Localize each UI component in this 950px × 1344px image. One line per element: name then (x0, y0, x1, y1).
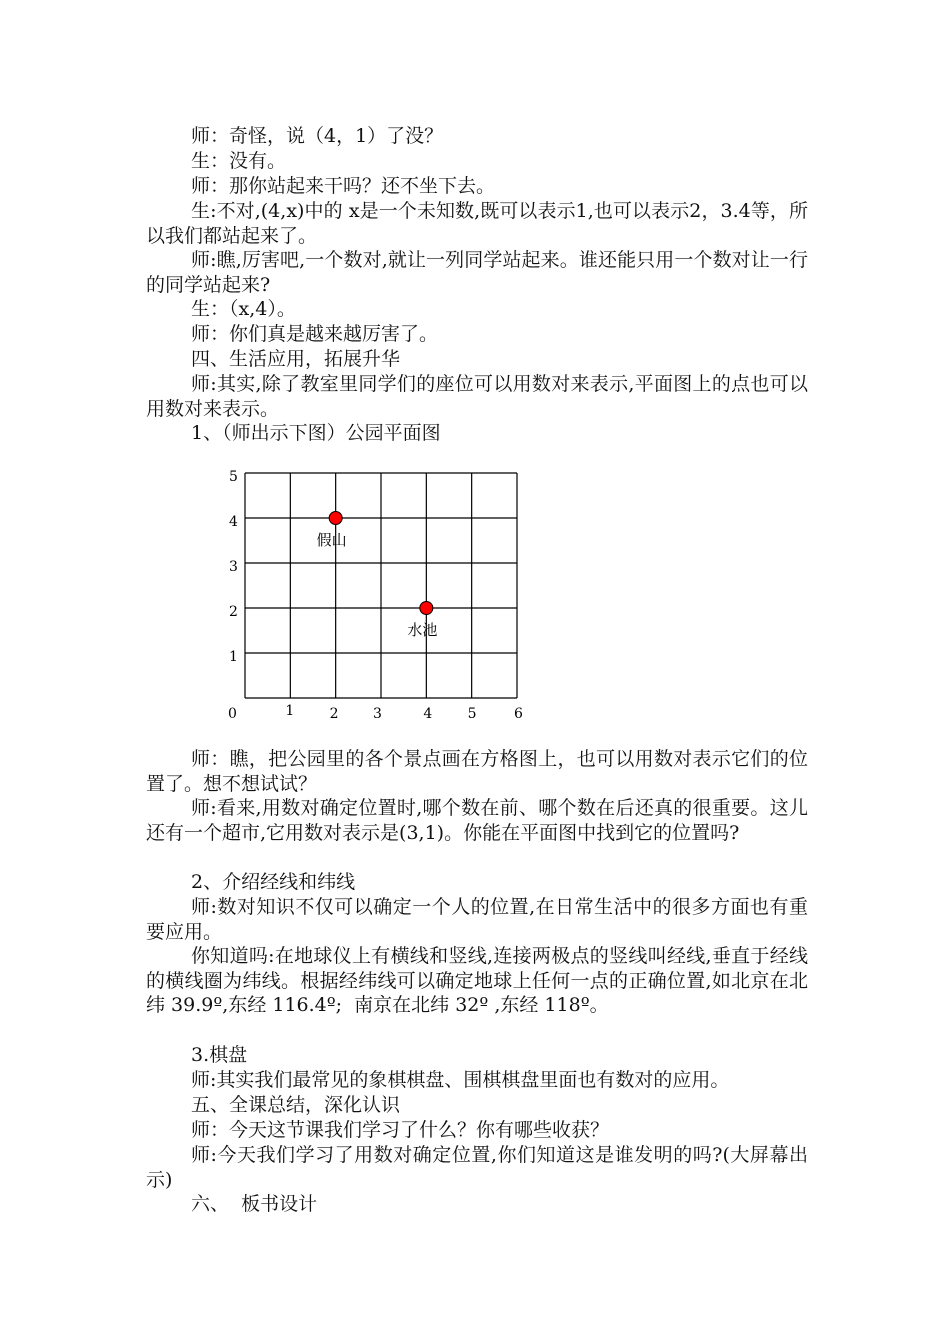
x-tick-label: 6 (514, 706, 523, 722)
paragraph-6: 生：（x,4）。 (191, 298, 296, 320)
paragraph-3: 师：那你站起来干吗？还不坐下去。 (191, 175, 496, 197)
paragraph-14: 师：今天这节课我们学习了什么？你有哪些收获？ (191, 1119, 610, 1141)
paragraph-9: 师：瞧，把公园里的各个景点画在方格图上，也可以用数对表示它们的位置了。想不想试试？ (146, 748, 808, 795)
section-heading-5: 五、全课总结，深化认识 (191, 1094, 401, 1116)
x-tick-label: 3 (373, 706, 382, 722)
x-tick-label: 1 (285, 703, 295, 719)
map-point-label: 水池 (407, 621, 438, 639)
paragraph-11: 师:数对知识不仅可以确定一个人的位置,在日常生活中的很多方面也有重要应用。 (146, 896, 808, 943)
x-axis-labels (228, 703, 523, 722)
y-tick-label: 4 (229, 514, 238, 530)
y-tick-label: 5 (229, 469, 238, 485)
y-tick-label: 1 (229, 649, 238, 665)
map-point-marker (329, 512, 342, 525)
paragraph-7: 师：你们真是越来越厉害了。 (191, 323, 439, 345)
paragraph-5: 师:瞧,厉害吧,一个数对,就让一列同学站起来。谁还能只用一个数对让一行的同学站起来? (146, 249, 808, 296)
section-heading-2: 2、介绍经线和纬线 (191, 871, 356, 893)
paragraph-2: 生：没有。 (191, 150, 287, 172)
grid-lines (245, 473, 517, 698)
paragraph-15: 师:今天我们学习了用数对确定位置,你们知道这是谁发明的吗?(大屏幕出示) (146, 1144, 808, 1191)
y-tick-label: 2 (229, 604, 238, 620)
y-axis-labels (229, 469, 238, 665)
paragraph-12: 你知道吗:在地球仪上有横线和竖线,连接两极点的竖线叫经线,垂直于经线的横线圈为纬线。根据经纬线可以确定地球上任何一点的正确位置,如北京在北纬 39.9º,东经 116.4º; 南京在北纬 32º ,东经 118º。 (146, 945, 808, 1016)
paragraph-8: 师:其实,除了教室里同学们的座位可以用数对来表示,平面图上的点也可以用数对来表示。 (146, 373, 808, 420)
figure-caption: 1、（师出示下图）公园平面图 (191, 422, 441, 444)
section-heading-4: 四、生活应用，拓展升华 (191, 348, 401, 370)
paragraph-13: 师:其实我们最常见的象棋棋盘、围棋棋盘里面也有数对的应用。 (191, 1069, 730, 1091)
x-tick-label: 4 (423, 706, 433, 722)
map-point-marker (420, 602, 433, 615)
map-point-label: 假山 (316, 531, 347, 549)
section-heading-3: 3.棋盘 (191, 1044, 248, 1066)
x-tick-label: 2 (329, 706, 339, 722)
section-heading-6: 六、 板书设计 (191, 1193, 318, 1215)
y-tick-label: 3 (229, 559, 238, 575)
paragraph-4: 生:不对,(4,x)中的 x是一个未知数,既可以表示1,也可以表示2，3.4等，所以我们都站起来了。 (146, 200, 808, 247)
paragraph-10: 师:看来,用数对确定位置时,哪个数在前、哪个数在后还真的很重要。这儿还有一个超市,它用数对表示是(3,1)。你能在平面图中找到它的位置吗? (146, 797, 808, 844)
paragraph-1: 师：奇怪，说（4，1）了没？ (191, 125, 444, 147)
map-points (317, 512, 438, 640)
x-tick-label: 5 (467, 706, 477, 722)
x-tick-label: 0 (228, 706, 237, 722)
